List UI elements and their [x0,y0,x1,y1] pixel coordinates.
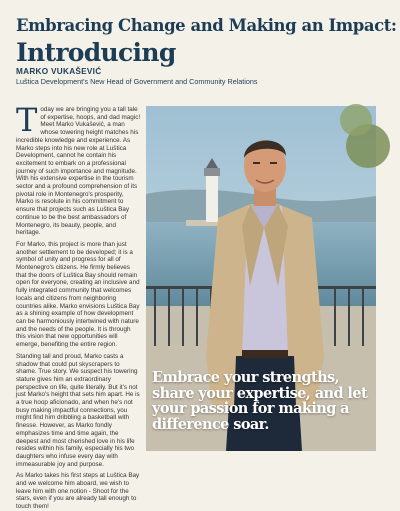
drop-cap: T [16,101,38,139]
author-role: Luštica Development's New Head of Government and Community Relations [16,77,258,86]
kicker-title: Introducing [16,38,176,67]
paragraph-1-text: oday we are bringing you a tall tale of expertise, hoops, and dad magic! Meet Marko Vukašević, a man whose towering height matches his incredible knowledge and experience. As Marko steps into his new role at Luštica Development, cannot he contain his excitement to embark on a professional journey of such importance and magnitude. With his extensive expertise in the tourism sector and a profound comprehension of its pivotal role in Montenegro's prosperity, Marko is resolute in his commitment to ensure that projects such as Luštica Bay continue to be the best ambassadors of Montenegro, its beauty, people, and heritage. [16,106,141,237]
portrait-photo [146,106,376,451]
paragraph-3: Standing tall and proud, Marko casts a shadow that could put skyscrapers to shame. True story. We suspect his towering stature gives him an extraordinary perspective on life, quite literally. But it's not just Marko's height that sets him apart. He is a true hoop aficionado, and when he's not busy making impactful connections, you might find him dribbling a basketball with finesse. However, as Marko fondly emphasizes time and time again, the deepest and most cherished love in his life resides within his family, especially his two daughters who infuse every day with immeasurable joy and purpose. [16,352,140,468]
headline: Embracing Change and Making an Impact: [16,16,397,35]
article-body [16,101,141,511]
pull-quote: Embrace your strengths, share your expertise, and let your passion for making a difference soar. [152,369,368,433]
paragraph-2: For Marko, this project is more than just another settlement to be developed; it is a symbol of unity and progress for all of Montenegro's citizens. He firmly believes that the doors of Luštica Bay should remain open for everyone, creating an inclusive and fully integrated community that welcomes locals and citizens from neighboring countries alike. Marko envisions Luštica Bay as a shining example of how development can be harmoniously intertwined with nature and the needs of the people. It is through this vision that new opportunities will emerge, benefiting the entire region. [16,240,140,349]
paragraph-1 [16,101,141,237]
paragraph-4: As Marko takes his first steps at Luštica Bay and we welcome him aboard, we wish to leave him with one notion - Shoot for the stars, even if you are already tall enough to touch them! [16,472,140,511]
author-name: MARKO VUKAŠEVIĆ [16,67,102,76]
